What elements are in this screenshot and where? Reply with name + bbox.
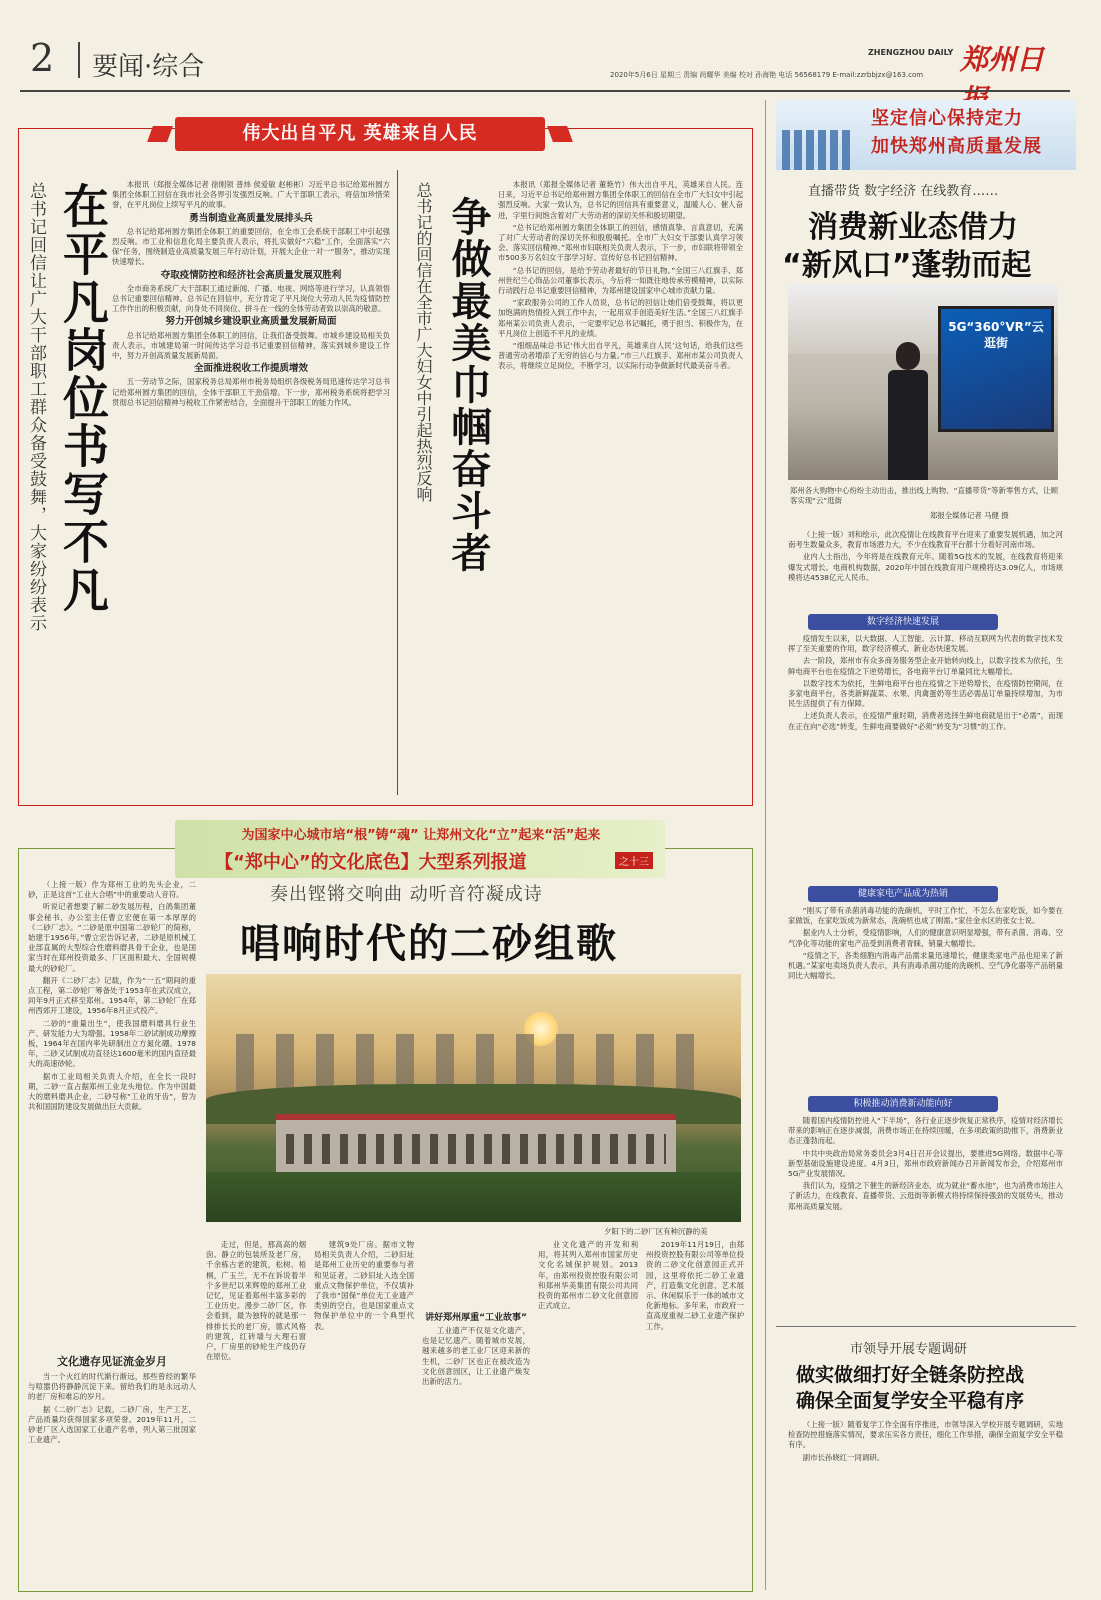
right-body-4 <box>788 1116 1063 1324</box>
subhead: 夺取疫情防控和经济社会高质量发展双胜利 <box>160 269 342 281</box>
right-sub-body <box>788 1420 1063 1480</box>
paragraph: “家政服务公司的工作人员说，总书记的回信让她们倍受鼓舞，将以更加饱满的热情投入到工作中去，一起用双手创造美好生活。”全国三八红旗手郑州某公司负责人表示，一定要牢记总书记嘱托，勇于担当、积极作为，在平凡岗位上创造不平凡的业绩。 <box>498 298 743 338</box>
promo-line-2: 加快郑州高质量发展 <box>871 136 1042 157</box>
paragraph: （上接一版）作为郑州工业的先头企业，二砂，正是这首“工业大合唱”中的重要动人音符。 <box>28 880 196 900</box>
paragraph: 二砂的“重量出生”，使我国磨料磨具行业生产、研发能力大为增强。1958年二砂试制成功摩擦板，1964年在国内率先研制出立方氮化硼。1978年，二砂又试制成功直径达1600毫米的国内直径最大的高速砂轮。 <box>28 1018 196 1069</box>
paragraph: 当一个火红的时代渐行渐远，那些曾经的繁华与喧嚣仍将静静沉淀下来。留给我们的是永远动人的老厂房和难忘的岁月。 <box>28 1372 196 1402</box>
factory-building <box>276 1114 676 1180</box>
presenter-figure <box>886 342 930 480</box>
english-name: ZHENGZHOU DAILY <box>868 48 954 57</box>
paragraph: “总书记给郑州圆方集团全体职工的回信，感情真挚、言真意切，充满了对广大劳动者的深切关怀和殷殷嘱托。全市广大妇女干部要认真学习领会、落实回信精神。”郑州市妇联相关负责人表示，下一步，市妇联将带领全市500多万名妇女干部学习好、宣传好总书记回信精神。 <box>498 222 743 263</box>
right-photo <box>788 284 1058 480</box>
right-title-line-2: “新风口”蓬勃而起 <box>782 248 1032 283</box>
paragraph: “刚买了带有杀菌消毒功能的洗碗机，平时工作忙，不怎么在家吃饭，如今要在家做饭，在家吃饭成为新常态，洗碗机也成了刚需。”家住金水区的张女士说。 <box>788 906 1063 926</box>
bottom-kicker: 奏出铿锵交响曲 动听音符凝成诗 <box>270 884 543 905</box>
paragraph: 业文化遗产的开发和利用，将其列入郑州市国家历史文化名城保护规划。2013年，由郑州投资控股有限公司和郑州华美集团有限公司共同投资的郑州市二砂文化创意园正式成立。 <box>538 1240 638 1311</box>
series-sub: 【“郑中心”的文化底色】大型系列报道 <box>215 852 527 873</box>
right-body-2 <box>788 634 1063 882</box>
building-windows <box>286 1134 666 1164</box>
paragraph: （上接一版）随着复学工作全面有序推进，市领导深入学校开展专题调研，实地检查防控措施落实情况，要求压实各方责任，细化工作举措，确保全面复学安全平稳有序。 <box>788 1420 1063 1450</box>
label-new-consumption <box>808 1096 998 1112</box>
presenter-head <box>896 342 920 370</box>
paragraph: 副市长孙晓红一同调研。 <box>802 1452 885 1462</box>
left-feature-body <box>112 180 390 792</box>
bottom-title: 唱响时代的二砂组歌 <box>240 921 618 967</box>
column-divider <box>397 170 398 795</box>
paragraph: “疫情之下，各类细胞内消毒产品需求量迅速增长，健康类家电产品也迎来了新机遇。”某家电卖场负责人表示，具有消毒杀菌功能的洗碗机、空气净化器等产品销量同比大幅增长。 <box>788 950 1063 981</box>
label-digital-economy <box>808 614 998 630</box>
right-sub-title-1: 做实做细打好全链条防控战 <box>796 1364 1025 1386</box>
left-feature-subtitle: 总书记回信让广大干部职工群众备受鼓舞，大家纷纷表示 <box>26 182 46 632</box>
right-kicker: 直播带货 数字经济 在线教育…… <box>808 184 999 199</box>
masthead-rule <box>20 90 1070 92</box>
photo-caption: 郑州各大购物中心纷纷主动出击，推出线上购物、“直播带货”等新零售方式，让顾客实现“云”逛街 <box>790 486 1058 506</box>
paragraph: 2019年11月19日，由郑州投资控股有限公司等单位投资的二砂文化创意园正式开园，这里将依托二砂工业遗产，打造集文化创意、艺术展示、休闲娱乐于一体的城市文化新地标。多年来，市政府一直高度重视二砂工业遗产保护工作。 <box>646 1240 744 1331</box>
paragraph: 上述负责人表示，在疫情严重时期，消费者选择生鲜电商就是出于“必需”，而现在正在向“必选”转变，生鲜电商要做好“必须”转变为“习惯”的工作。 <box>788 711 1063 731</box>
label-text: 数字经济快速发展 <box>866 617 939 627</box>
issue-line: 2020年5月6日 星期三 责编 尚耀华 美编 校对 孙海艳 电话 56568179 E-mail:zzrbbjzx@163.com <box>610 71 924 79</box>
paragraph: 据市工业局相关负责人介绍，在全长一段时期，二砂一直占据郑州工业龙头地位。作为中国最大的磨料磨具企业，二砂号称“工业的牙齿”，曾为共和国国防建设发展做出巨大贡献。 <box>28 1071 196 1112</box>
subhead: 努力开创城乡建设职业高质量发展新局面 <box>165 316 337 328</box>
subhead: 勇当制造业高质量发展排头兵 <box>189 212 313 224</box>
bottom-col-1 <box>206 1240 306 1585</box>
paragraph: 总书记给郑州圆方集团全体职工的回信，让我们备受鼓舞。市城乡建设局相关负责人表示，市城建局第一时间传达学习总书记重要回信精神，落实到城乡建设工作中，努力开创高质量发展新局面。 <box>112 330 390 361</box>
right-body-3 <box>788 906 1063 1090</box>
paragraph: 听说记者想要了解二砂发展历程，白鸽集团董事会秘书、办公室主任曹立宏便在第一本厚厚的《二砂厂志》。“二砂是原中国第二砂轮厂的简称，始建于1956年，”曹立宏告诉记者，二砂是原机械工业部直属的大型综合性磨料磨具骨干企业，也是国家当时在郑州投资最多、厂区面积最大、全国规模最大的砂轮厂。 <box>28 902 196 973</box>
paragraph: 翻开《二砂厂志》记载，作为“一五”期间的重点工程，第二砂轮厂筹备处于1953年在武汉成立，同年9月正式移至郑州。1954年，第二砂轮厂在郑州西郊开工建设，1956年8月正式投产。 <box>28 975 196 1016</box>
bottom-col-2 <box>314 1240 414 1585</box>
bottom-left-column <box>28 880 196 1240</box>
middle-feature-subtitle: 总书记的回信在全市广大妇女中引起热烈反响 <box>414 182 433 502</box>
paragraph: 本报讯（郑报全媒体记者 徐刚领 普炜 侯爱敏 赵彬彬）习近平总书记给郑州圆方集团全体职工回信在我市社会各界引发强烈反响。广大干部职工表示，将倍加珍惜荣誉，在平凡岗位上续写平凡的故事。 <box>112 180 390 210</box>
right-title-line-1: 消费新业态借力 <box>808 210 1018 245</box>
paragraph: 走过，但是，那高高的烟囱、静立的包装所及老厂房，千余栋古老的建筑，松树、梧桐，广玉兰，无不在诉说着半个多世纪以来辉煌的郑州工业记忆，见证着郑州丰富多彩的工业历史。漫步二砂厂区，你会看到，最为独特的就是那一排排长长的老厂房，德式风格的建筑，红砖墙与大理石窗户，厂房里的砂轮生产线仍存在原位。 <box>206 1240 306 1362</box>
label-text: 积极推动消费新动能向好 <box>853 1099 953 1109</box>
right-sub-kicker: 市领导开展专题调研 <box>850 1342 968 1357</box>
series-banner <box>175 820 665 878</box>
right-divider <box>765 100 766 1590</box>
bottom-col-3-wrap <box>422 1240 530 1585</box>
paragraph: 五一劳动节之际，国家税务总局郑州市税务局组织各级税务局迅速传达学习总书记给郑州圆方集团的回信，全体干部职工干劲倍增。下一步，郑州税务系统将把学习贯彻总书记回信精神与税收工作紧密结合，全面提升干部职工的能力作风。 <box>112 377 390 407</box>
paragraph: 全市商务系统广大干部职工通过新闻、广播、电视、网络等进行学习，认真领悟总书记重要回信精神。总书记在回信中，充分肯定了平凡岗位大劳动人民为疫情防控工作作出的积极贡献，向身处不同岗位、拼斗在一线的全体劳动者致以崇高的敬意。 <box>112 283 390 314</box>
paragraph: 建筑9处厂房。据市文物局相关负责人介绍，二砂旧址是郑州工业历史的重要参与者和见证者，二砂旧址入选全国重点文物保护单位，不仅填补了我市“国保”单位无工业遗产类别的空白，也是国家重点文物保护单位中的一个典型代表。 <box>314 1240 414 1331</box>
series-number: 之十三 <box>615 852 653 869</box>
paragraph: “细细品味总书记‘伟大出自平凡，英雄来自人民’这句话，给我们这些普通劳动者增添了无穷的信心与力量。”市三八红旗手、郑州市某公司负责人表示，将继续立足岗位，不断学习，以实际行动争做新时代最美奋斗者。 <box>498 341 743 371</box>
screen-caption: 5G“360°VR”云逛街 <box>948 320 1044 350</box>
banner-wrap <box>175 117 545 151</box>
subhead: 文化遗存见证流金岁月 <box>57 1355 167 1368</box>
promo-line-1: 坚定信心保持定力 <box>871 108 1023 129</box>
factory-photo <box>206 974 741 1222</box>
newspaper-logo: 郑州日 <box>960 43 1045 76</box>
hedge <box>206 1172 741 1222</box>
city-skyline-icon <box>782 130 852 170</box>
paragraph: 我们认为，疫情之下催生的新经济业态，成为就业“蓄水池”，也为消费市场注入了新活力，在线教育、直播带货、云逛街等新模式将持续保持强劲的发展势头，推动郑州高质量发展。 <box>788 1181 1063 1211</box>
subhead: 讲好郑州厚重“工业故事” <box>425 1313 527 1323</box>
paragraph: 以数字技术为依托，生鲜电商平台也在疫情之下逆势增长，在疫情防控期间，在多家电商平台，各类新鲜蔬菜、水果、肉禽蛋奶等生活必需品订单量持续增加，为市民生活提供了有力保障。 <box>788 678 1063 709</box>
paragraph: 疫情发生以来，以大数据、人工智能、云计算、移动互联网为代表的数字技术发挥了至关重要的作用，数字经济模式、新业态快速发展。 <box>788 634 1063 654</box>
section-name: 要闻·综合 <box>92 52 205 82</box>
paragraph: 据业内人士分析，受疫情影响，人们的健康意识明显增强，带有杀菌、消毒、空气净化等功能的家电产品受到消费者青睐，销量大幅增长。 <box>788 928 1063 948</box>
promo-header <box>776 100 1076 170</box>
paragraph: 业内人士指出，今年将是在线教育元年。随着5G技术的发展，在线教育将迎来爆发式增长。电商机构数据，2020年中国在线教育用户规模将达3.09亿人，市场规模将达4538亿元人民币。 <box>788 552 1063 582</box>
paragraph: 工业遗产不仅是文化遗产，也是记忆遗产。随着城市发展，越来越多的老工业厂区迎来新的生机，二砂厂区也正在被改造为文化创意园区，让工业遗产焕发出新的活力。 <box>422 1326 530 1387</box>
paragraph: 据《二砂厂志》记载，二砂厂房，生产工艺，产品质量均获得国家多项荣誉。2019年11月，二砂老厂区入选国家工业遗产名单，列入第三批国家工业遗产。 <box>28 1404 196 1445</box>
display-screen <box>938 306 1054 432</box>
paragraph: 中共中央政治局常务委员会3月4日召开会议提出，要推进5G网络、数据中心等新型基础设施建设进度。4月3日，郑州市政府新闻办召开新闻发布会，介绍郑州市5G产业发展情况。 <box>788 1148 1063 1179</box>
label-text: 健康家电产品成为热销 <box>857 889 948 899</box>
left-feature-title: 在平凡岗位书写不凡 <box>56 182 110 614</box>
paragraph: 去一阶段，郑州市有众多商务服务型企业开始转向线上，以数字技术为依托，生鲜电商平台也在疫情之下逆势增长，各电商平台订单量同比大幅增长。 <box>788 656 1063 676</box>
photo-credit: 郑报全媒体记者 马健 摄 <box>930 511 1009 520</box>
label-health-appliances <box>808 886 998 902</box>
paragraph: （上接一版）刘和绘示，此次疫情让在线教育平台迎来了重要发展机遇，加之河南考生数量众多，教育市场潜力大，不少在线教育平台都十分看好河南市场。 <box>788 530 1063 550</box>
page-number: 2 <box>30 36 55 80</box>
bottom-col-4 <box>538 1240 638 1585</box>
subhead: 全面推进税收工作提质增效 <box>193 363 308 375</box>
feature-banner: 伟大出自平凡 英雄来自人民 <box>242 123 478 144</box>
middle-feature-title: 争做最美巾帼奋斗者 <box>445 196 492 574</box>
middle-feature-body <box>498 180 743 792</box>
bottom-col-3 <box>422 1326 530 1576</box>
paragraph: 本报讯（郑报全媒体记者 董艳竹）伟大出自平凡，英雄来自人民。连日来，习近平总书记给郑州圆方集团全体职工的回信在全市广大妇女中引起强烈反响。大家一致认为，总书记的回信具有重要意义，温暖人心、催人奋进，字里行间饱含着对广大劳动者的深切关怀和殷切期望。 <box>498 180 743 220</box>
right-section-rule <box>776 1326 1076 1327</box>
bottom-left-column-2 <box>28 1372 196 1582</box>
paragraph: 总书记给郑州圆方集团全体职工的重要回信，在全市工会系统干部职工中引起强烈反响。市工业和信息化局主要负责人表示，将扎实做好“六稳”工作，全面落实“六保”任务，围绕制造业高质量发展三年行动计划，开展大企业一对一“服务”，推动实现快速增长。 <box>112 226 390 267</box>
masthead <box>20 38 1070 88</box>
presenter-body <box>888 370 928 480</box>
paragraph: “总书记的回信，是给予劳动者最好的节日礼物。”全国三八红旗手、郑州世纪兰心饰品公司董事长表示，今后将一如既往地传承劳模精神，以实际行动践行总书记重要回信精神，为郑州建设国家中心城市贡献力量。 <box>498 265 743 296</box>
bottom-col-5 <box>646 1240 744 1585</box>
masthead-divider <box>78 42 80 78</box>
right-body-1 <box>788 530 1063 610</box>
paragraph: 随着国内疫情防控进入“下半场”，各行业正逐步恢复正常秩序，疫情对经济增长带来的影响正在逐步减弱，消费市场正在持续回暖，在多项政策的助推下，消费新业态正蓬勃而起。 <box>788 1116 1063 1146</box>
series-banner-text: 为国家中心城市培“根”铸“魂” 让郑州文化“立”起来“活”起来 <box>241 828 601 843</box>
right-sub-title-2: 确保全面复学安全平稳有序 <box>796 1390 1025 1412</box>
factory-photo-caption: 夕阳下的二砂厂区有种沉静的美 <box>604 1227 708 1236</box>
